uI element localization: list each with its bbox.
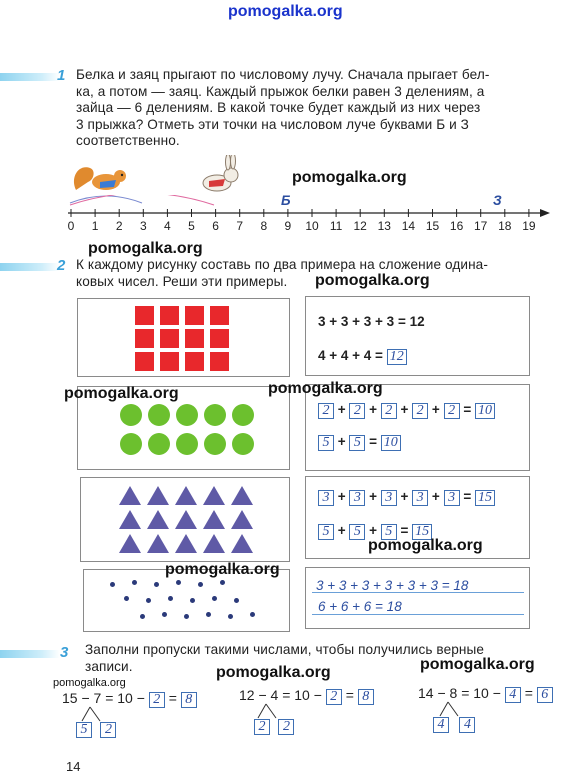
task-3-band <box>0 650 60 658</box>
blue-dot <box>176 580 181 585</box>
task-1-number: 1 <box>57 67 66 84</box>
number-line-tick-label: 16 <box>449 219 464 233</box>
task-1-line: Белка и заяц прыгают по числовому лучу. Сначала прыгает бел- <box>76 67 490 82</box>
green-circle <box>176 404 198 426</box>
blue-dot <box>110 582 115 587</box>
number-line-tick-label: 19 <box>522 219 536 233</box>
equation-1b-left: 4 + 4 + 4 = <box>318 348 387 363</box>
number-line-tick-label: 18 <box>498 219 512 233</box>
answer-box: 10 <box>381 435 401 451</box>
exercise-3-left: 14 − 8 = 10 − <box>418 685 501 701</box>
task-3-line: Заполни пропуски такими числами, чтобы получились верные <box>85 642 485 657</box>
blue-dot <box>140 614 145 619</box>
operator: + <box>334 402 350 417</box>
operator: = <box>365 434 381 449</box>
answer-box: 15 <box>412 524 432 540</box>
exercise-2-left: 12 − 4 = 10 − <box>239 687 322 703</box>
task-1-text <box>76 67 546 150</box>
equation-3a <box>318 489 495 506</box>
squirrel-illustration <box>70 160 140 196</box>
operator: = <box>396 523 413 538</box>
answer-box: 2 <box>100 722 116 738</box>
equals-sign: = <box>168 690 177 706</box>
answer-box: 15 <box>475 490 495 506</box>
task-3-line: записи. <box>85 658 133 674</box>
blue-dot <box>198 582 203 587</box>
task-1-band <box>0 73 60 81</box>
task-2-band <box>0 263 60 271</box>
red-square <box>210 352 229 371</box>
number-line-tick-label: 12 <box>353 219 367 233</box>
answer-box: 4 <box>459 717 475 733</box>
watermark-small: pomogalka.org <box>53 677 126 689</box>
red-square <box>210 329 229 348</box>
red-square <box>160 329 179 348</box>
equation-1b <box>318 348 407 365</box>
purple-triangle <box>147 486 169 505</box>
answer-box: 8 <box>358 689 374 705</box>
blue-dot <box>168 596 173 601</box>
equation-2a <box>318 402 495 419</box>
task-2-line: К каждому рисунку составь по два примера на сложение одина- <box>76 257 488 272</box>
operator: + <box>334 523 350 538</box>
equals-sign: = <box>345 687 354 703</box>
purple-triangle <box>231 534 253 553</box>
purple-triangle <box>147 534 169 553</box>
answer-box: 8 <box>181 692 197 708</box>
task-1-line: ка, а потом — заяц. Каждый прыжок белки равен 3 делениям, а <box>76 83 485 99</box>
task-1-line: соответственно. <box>76 133 180 148</box>
blue-dot <box>234 598 239 603</box>
answer-box: 3 <box>381 490 397 506</box>
green-circle <box>232 433 254 455</box>
watermark: pomogalka.org <box>420 656 535 673</box>
equation-2b <box>318 434 401 451</box>
number-line-tick-label: 6 <box>212 219 219 233</box>
green-circle <box>204 404 226 426</box>
number-line-tick-label: 0 <box>67 219 75 233</box>
green-circle <box>148 404 170 426</box>
operator: + <box>334 434 350 449</box>
triangles-group <box>81 478 289 561</box>
blue-dot <box>132 580 137 585</box>
split-parts-3 <box>433 715 475 733</box>
number-line-tick-label: 7 <box>236 219 244 233</box>
watermark: pomogalka.org <box>165 561 280 578</box>
watermark: pomogalka.org <box>315 272 430 289</box>
mark-z: З <box>493 193 502 208</box>
hare-illustration <box>195 155 245 197</box>
blue-dot <box>190 598 195 603</box>
answer-box: 2 <box>254 719 270 735</box>
blue-dot <box>154 582 159 587</box>
task-3-number: 3 <box>60 644 69 661</box>
equals-sign: = <box>524 685 533 701</box>
answer-box: 12 <box>387 349 407 365</box>
split-parts-2 <box>254 717 294 735</box>
green-circle <box>232 404 254 426</box>
purple-triangle <box>147 510 169 529</box>
purple-triangle <box>203 486 225 505</box>
number-line-tick-label: 17 <box>474 219 488 233</box>
green-circle <box>120 433 142 455</box>
blue-dot <box>124 596 129 601</box>
purple-triangle <box>175 534 197 553</box>
blue-dot <box>212 596 217 601</box>
watermark: pomogalka.org <box>216 664 331 681</box>
answer-box: 5 <box>381 524 397 540</box>
answer-box: 3 <box>444 490 460 506</box>
answer-box: 2 <box>381 403 397 419</box>
answer-box: 4 <box>505 687 521 703</box>
operator: + <box>334 489 350 504</box>
green-circle <box>148 433 170 455</box>
watermark: pomogalka.org <box>292 169 407 186</box>
writing-line <box>312 614 524 615</box>
answer-box: 6 <box>537 687 553 703</box>
answer-box: 3 <box>349 490 365 506</box>
operator: + <box>428 489 444 504</box>
answer-box: 3 <box>412 490 428 506</box>
watermark: pomogalka.org <box>268 380 383 397</box>
number-line-tick-label: 9 <box>284 219 292 233</box>
watermark-top: pomogalka.org <box>228 3 343 20</box>
number-line-tick-label: 3 <box>139 219 147 233</box>
number-line-tick-label: 4 <box>164 219 171 233</box>
red-square <box>185 306 204 325</box>
answer-box: 5 <box>349 435 365 451</box>
operator: + <box>396 489 413 504</box>
task-1-line: зайца — 6 делениям. В какой точке будет каждый из них через <box>76 100 481 115</box>
operator: = <box>459 402 475 417</box>
blue-dot <box>250 612 255 617</box>
task-2-number: 2 <box>57 257 66 274</box>
purple-triangle <box>203 510 225 529</box>
red-square <box>210 306 229 325</box>
blue-dot <box>162 612 167 617</box>
equation-box-1 <box>305 296 530 376</box>
watermark: pomogalka.org <box>64 385 179 402</box>
answer-box: 2 <box>278 719 294 735</box>
split-parts-1 <box>76 720 116 738</box>
blue-dot <box>228 614 233 619</box>
answer-box: 10 <box>475 403 495 419</box>
task-2-text <box>76 257 546 290</box>
number-line-tick-label: 11 <box>329 219 343 233</box>
blue-dot <box>146 598 151 603</box>
number-line-tick-label: 2 <box>115 219 123 233</box>
operator: + <box>428 402 444 417</box>
picture-box-triangles <box>80 477 290 562</box>
answer-box: 5 <box>76 722 92 738</box>
equation-box-4 <box>305 567 530 629</box>
number-line-tick-label: 1 <box>91 219 99 233</box>
green-circle <box>176 433 198 455</box>
purple-triangle <box>203 534 225 553</box>
operator: + <box>365 489 381 504</box>
answer-box: 5 <box>318 524 334 540</box>
purple-triangle <box>231 486 253 505</box>
task-2-line: ковых чисел. Реши эти примеры. <box>76 273 288 289</box>
operator: = <box>459 489 475 504</box>
answer-box: 5 <box>349 524 365 540</box>
red-square <box>135 329 154 348</box>
purple-triangle <box>119 486 141 505</box>
red-square <box>135 352 154 371</box>
answer-box: 2 <box>444 403 460 419</box>
red-square <box>160 352 179 371</box>
number-line-tick-label: 13 <box>377 219 391 233</box>
purple-triangle <box>175 510 197 529</box>
red-square <box>160 306 179 325</box>
number-line-tick-label: 5 <box>188 219 195 233</box>
green-circle <box>204 433 226 455</box>
equation-1a: 3 + 3 + 3 + 3 = 12 <box>318 314 425 329</box>
exercise-1-left: 15 − 7 = 10 − <box>62 690 145 706</box>
purple-triangle <box>119 510 141 529</box>
watermark: pomogalka.org <box>88 240 203 257</box>
number-line-tick-label: 10 <box>305 219 319 233</box>
mark-b: Б <box>281 193 291 208</box>
answer-box: 4 <box>433 717 449 733</box>
answer-box: 2 <box>326 689 342 705</box>
equation-4a: 3 + 3 + 3 + 3 + 3 + 3 = 18 <box>316 578 469 593</box>
answer-box: 2 <box>149 692 165 708</box>
answer-box: 2 <box>412 403 428 419</box>
operator: + <box>365 523 381 538</box>
green-circle <box>120 404 142 426</box>
task-1-line: 3 прыжка? Отметь эти точки на числовом луче буквами Б и З <box>76 116 469 132</box>
red-square <box>185 352 204 371</box>
blue-dot <box>184 614 189 619</box>
answer-box: 5 <box>318 435 334 451</box>
answer-box: 2 <box>349 403 365 419</box>
number-line-tick-label: 14 <box>401 219 416 233</box>
number-line-tick-label: 8 <box>260 219 268 233</box>
answer-box: 3 <box>318 490 334 506</box>
operator: + <box>396 402 413 417</box>
red-square <box>135 306 154 325</box>
purple-triangle <box>231 510 253 529</box>
watermark: pomogalka.org <box>368 537 483 554</box>
picture-box-squares <box>77 298 290 377</box>
number-line-tick-label: 15 <box>425 219 440 233</box>
purple-triangle <box>119 534 141 553</box>
equation-4b: 6 + 6 + 6 = 18 <box>318 599 402 614</box>
blue-dot <box>206 612 211 617</box>
page-number: 14 <box>66 759 81 774</box>
operator: + <box>365 402 381 417</box>
red-square <box>185 329 204 348</box>
answer-box: 2 <box>318 403 334 419</box>
blue-dot <box>220 580 225 585</box>
purple-triangle <box>175 486 197 505</box>
